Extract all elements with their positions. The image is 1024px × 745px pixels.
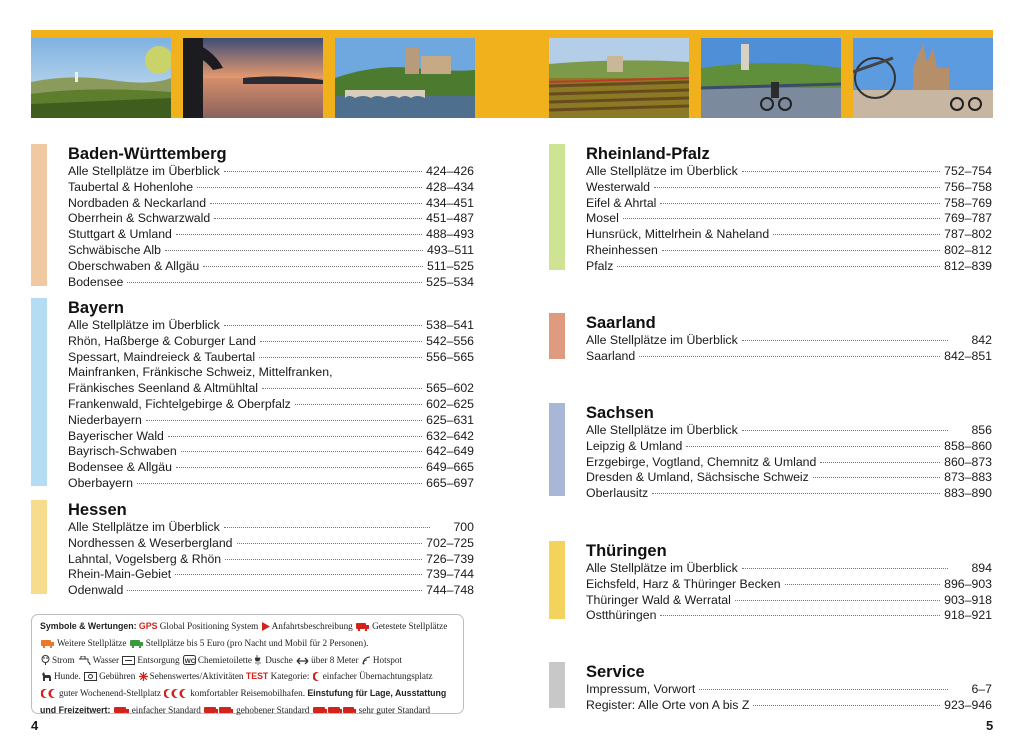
- toc-row-label: Thüringer Wald & Werratal: [586, 592, 731, 607]
- camper-other-icon: [41, 638, 55, 653]
- toc-row-label: Impressum, Vorwort: [586, 682, 696, 696]
- toc-rows: [586, 561, 992, 624]
- toc-row[interactable]: [586, 698, 992, 714]
- region-color-bar: [549, 662, 565, 708]
- dot-leader: [617, 266, 940, 267]
- legend-title: Symbole & Wertungen:: [40, 621, 137, 631]
- fee-icon: [84, 671, 97, 686]
- region-title: Saarland: [586, 314, 656, 332]
- dot-leader: [181, 451, 422, 452]
- toc-row-pages: 858–860: [944, 438, 992, 453]
- toc-row[interactable]: [68, 275, 474, 291]
- toc-row-label: Schwäbische Alb: [68, 242, 161, 257]
- anfahrt-text: Anfahrtsbeschreibung: [271, 621, 353, 631]
- toc-row[interactable]: [586, 486, 992, 502]
- toc-row[interactable]: [586, 211, 992, 227]
- toc-row-label: Alle Stellplätze im Überblick: [586, 561, 738, 575]
- toc-row-pages: 812–839: [944, 258, 992, 273]
- toc-row-label: Eifel & Ahrtal: [586, 195, 657, 210]
- dot-leader: [753, 705, 940, 706]
- region-color-bar: [31, 298, 47, 486]
- dot-leader: [773, 234, 940, 235]
- dot-leader: [224, 527, 430, 528]
- toc-row[interactable]: [68, 164, 474, 180]
- toc-row[interactable]: [586, 608, 992, 624]
- ueber8-text: über 8 Meter: [311, 654, 359, 665]
- dot-leader: [295, 404, 422, 405]
- dot-leader: [820, 462, 940, 463]
- toc-row-label: Odenwald: [68, 583, 124, 598]
- page-number-right: 5: [986, 718, 994, 733]
- toc-row-pages: 649–665: [426, 460, 474, 475]
- dot-leader: [639, 356, 940, 357]
- toc-row-pages: 752–754: [944, 164, 992, 178]
- dot-leader: [699, 689, 948, 690]
- weitere-text: Weitere Stellplätze: [57, 637, 127, 648]
- wifi-icon: [362, 655, 371, 670]
- toc-row-pages: 424–426: [426, 164, 474, 178]
- toc-row-label: Taubertal & Hohenlohe: [68, 179, 194, 194]
- dusche-text: Dusche: [265, 654, 293, 665]
- toc-row-label: Nordhessen & Weserbergland: [68, 535, 233, 550]
- dot-leader: [237, 543, 423, 544]
- wochenend-text: guter Wochenend-Stellplatz: [59, 688, 161, 699]
- toc-row-pages: 918–921: [944, 608, 992, 623]
- toc-row-label: Niederbayern: [68, 412, 142, 427]
- dot-leader: [137, 483, 422, 484]
- toc-row[interactable]: [68, 429, 474, 445]
- toc-row[interactable]: [68, 536, 474, 552]
- crescent-3-icon: [164, 688, 188, 703]
- region-title: Baden-Württemberg: [68, 145, 227, 163]
- crescent-2-icon: [41, 688, 57, 703]
- crescent-icon: [313, 671, 321, 686]
- toc-row[interactable]: [586, 682, 992, 698]
- gebuehren-text: Gebühren: [99, 671, 136, 682]
- region-title: Hessen: [68, 501, 127, 519]
- photo-lake-sunset: [183, 38, 323, 118]
- toc-row-pages: 903–918: [944, 592, 992, 607]
- dot-leader: [259, 357, 422, 358]
- gps-label: GPS: [138, 621, 158, 631]
- dot-leader: [176, 234, 422, 235]
- wasser-text: Wasser: [92, 654, 120, 665]
- toc-row-pages: 556–565: [426, 349, 474, 364]
- dot-leader: [203, 266, 423, 267]
- toc-row-pages: 856: [971, 423, 992, 437]
- dot-leader: [654, 187, 940, 188]
- photo-cyclists-bridge: [701, 38, 841, 118]
- double-arrow-icon: [296, 655, 309, 670]
- toc-row-pages: 842–851: [944, 348, 992, 363]
- toc-row[interactable]: [68, 211, 474, 227]
- chemie-text: Chemietoilette: [197, 654, 252, 665]
- toc-rows: [586, 333, 992, 365]
- toc-row-label: Dresden & Umland, Sächsische Schweiz: [586, 470, 809, 485]
- toc-row[interactable]: [586, 180, 992, 196]
- photo-vineyard-village: [31, 38, 171, 118]
- einfacher-std-text: einfacher Standard: [131, 704, 201, 715]
- toc-row[interactable]: [68, 381, 474, 397]
- toc-row[interactable]: [586, 349, 992, 365]
- photo-castle-bridge: [335, 38, 475, 118]
- toc-row-pages: 700: [453, 520, 474, 534]
- toc-row-label: Saarland: [586, 348, 636, 363]
- dot-leader: [127, 590, 422, 591]
- region-color-bar: [31, 144, 47, 286]
- toc-row-label: Nordbaden & Neckarland: [68, 195, 207, 210]
- strom-text: Strom: [52, 654, 75, 665]
- toc-row-pages: 511–525: [427, 258, 474, 273]
- toc-row-label: Erzgebirge, Vogtland, Chemnitz & Umland: [586, 454, 817, 469]
- toc-row-pages: 538–541: [426, 318, 474, 332]
- standard-2-icon: [204, 705, 234, 720]
- dot-leader: [214, 218, 422, 219]
- freizeit-text: und Freizeitwert:: [40, 704, 111, 715]
- toc-row[interactable]: [586, 227, 992, 243]
- entsorgung-text: Entsorgung: [137, 654, 180, 665]
- toc-row-label: Oberbayern: [68, 475, 133, 490]
- camper-cheap-icon: [130, 638, 144, 653]
- toc-row-pages: 923–946: [944, 697, 992, 712]
- toc-row-pages: 602–625: [426, 396, 474, 411]
- toc-row[interactable]: [68, 365, 474, 381]
- shower-icon: [255, 655, 263, 670]
- dot-leader: [623, 218, 940, 219]
- toc-row[interactable]: [68, 180, 474, 196]
- region-color-bar: [549, 313, 565, 359]
- dot-leader: [785, 584, 941, 585]
- dot-leader: [660, 203, 940, 204]
- toc-row-pages: 883–890: [944, 486, 992, 501]
- toc-rows: [68, 520, 474, 599]
- standard-1-icon: [114, 705, 130, 720]
- toc-row-label: Mosel: [586, 211, 619, 226]
- toc-row[interactable]: [68, 243, 474, 259]
- toc-row[interactable]: [68, 444, 474, 460]
- dot-leader: [262, 388, 422, 389]
- plug-icon: [41, 655, 50, 670]
- toc-row[interactable]: [586, 455, 992, 471]
- toc-row[interactable]: [586, 243, 992, 259]
- region-color-bar: [549, 403, 565, 496]
- page-number-left: 4: [31, 718, 39, 733]
- toc-row-label: Westerwald: [586, 179, 651, 194]
- toc-row-pages: 896–903: [944, 576, 992, 591]
- toc-row-pages: 525–534: [426, 274, 474, 289]
- toc-rows: [586, 164, 992, 275]
- symbol-legend: [31, 614, 464, 714]
- toc-row-label: Hunsrück, Mittelrhein & Naheland: [586, 227, 770, 242]
- toc-row[interactable]: [586, 577, 992, 593]
- einfach-uebernacht-text: einfacher Übernachtungsplatz: [322, 671, 433, 682]
- toc-row-pages: 842: [971, 333, 992, 347]
- dot-leader: [168, 436, 422, 437]
- toc-row[interactable]: [586, 470, 992, 486]
- toc-row[interactable]: [68, 397, 474, 413]
- toc-row-label: Bodensee: [68, 274, 124, 289]
- standard-3-icon: [313, 705, 357, 720]
- dot-leader: [662, 250, 940, 251]
- dot-leader: [260, 341, 422, 342]
- dot-leader: [652, 493, 940, 494]
- toc-row[interactable]: [586, 439, 992, 455]
- toc-row-pages: 894: [971, 561, 992, 575]
- dot-leader: [735, 600, 940, 601]
- toc-row[interactable]: [586, 196, 992, 212]
- camper-tested-icon: [356, 621, 370, 636]
- toc-row-label: Stuttgart & Umland: [68, 227, 172, 242]
- toc-row-pages: 873–883: [944, 470, 992, 485]
- dot-leader: [224, 325, 422, 326]
- toc-row-pages: 542–556: [426, 333, 474, 348]
- photo-strip: [31, 30, 993, 118]
- toc-row[interactable]: [586, 423, 992, 439]
- toc-row-pages: 726–739: [426, 551, 474, 566]
- toc-row[interactable]: [586, 164, 992, 180]
- toc-row-pages: 493–511: [427, 242, 474, 257]
- toc-row-pages: 642–649: [426, 444, 474, 459]
- region-color-bar: [31, 500, 47, 594]
- toc-row-label: Bayerischer Wald: [68, 428, 164, 443]
- dot-leader: [224, 171, 422, 172]
- komfort-text: komfortabler Reisemobilhafen.: [190, 688, 306, 699]
- photo-vineyard-rows: [549, 38, 689, 118]
- fuenf-euro-text: Stellplätze bis 5 Euro (pro Nacht und Mobil für 2 Personen).: [145, 637, 369, 648]
- hotspot-text: Hotspot: [372, 654, 402, 665]
- toc-row-label: Alle Stellplätze im Überblick: [68, 520, 220, 534]
- toc-row-label: Oberlausitz: [586, 486, 649, 501]
- dot-leader: [686, 446, 940, 447]
- toc-row[interactable]: [68, 567, 474, 583]
- toc-row-pages: 632–642: [426, 428, 474, 443]
- einstufung-text: Einstufung für Lage, Ausstattung: [307, 688, 447, 699]
- toc-row-label: Bayrisch-Schwaben: [68, 444, 177, 459]
- toc-row-label: Oberrhein & Schwarzwald: [68, 211, 211, 226]
- sight-star-icon: [139, 671, 148, 686]
- toc-row-label: Register: Alle Orte von A bis Z: [586, 697, 750, 712]
- photo-cathedral-cyclists: [853, 38, 993, 118]
- gps-text: Global Positioning System: [159, 621, 259, 631]
- toc-row-label: Alle Stellplätze im Überblick: [586, 333, 738, 347]
- toc-rows: [586, 682, 992, 714]
- toc-row-pages: 428–434: [426, 179, 474, 194]
- region-title: Bayern: [68, 299, 124, 317]
- wc-icon-text: WC: [184, 657, 196, 665]
- region-color-bar: [549, 144, 565, 270]
- dot-leader: [165, 250, 423, 251]
- dot-leader: [225, 559, 422, 560]
- dot-leader: [813, 477, 940, 478]
- toc-row-pages: 702–725: [426, 535, 474, 550]
- region-color-bar: [549, 541, 565, 619]
- region-title: Rheinland-Pfalz: [586, 145, 710, 163]
- toc-row[interactable]: [68, 318, 474, 334]
- toc-row-pages: 665–697: [426, 475, 474, 490]
- toc-row[interactable]: [68, 583, 474, 599]
- region-title: Service: [586, 663, 645, 681]
- toc-row[interactable]: [68, 413, 474, 429]
- toc-row-label: Rheinhessen: [586, 242, 658, 257]
- dot-leader: [127, 282, 422, 283]
- dot-leader: [742, 171, 940, 172]
- sehr-guter-std-text: sehr guter Standard: [358, 704, 431, 715]
- toc-row-pages: 434–451: [426, 195, 474, 210]
- toc-row-pages: 769–787: [944, 211, 992, 226]
- toc-row-pages: 488–493: [426, 227, 474, 242]
- toc-row[interactable]: [68, 552, 474, 568]
- toc-row[interactable]: [68, 196, 474, 212]
- toc-row-pages: 451–487: [426, 211, 474, 226]
- toc-row-label: Spessart, Maindreieck & Taubertal: [68, 349, 256, 364]
- toc-row-label: Fränkisches Seenland & Altmühltal: [68, 381, 259, 396]
- region-title: Sachsen: [586, 404, 654, 422]
- toc-row[interactable]: [68, 227, 474, 243]
- toc-row[interactable]: [586, 259, 992, 275]
- toc-row-pages: 565–602: [426, 381, 474, 396]
- toc-row[interactable]: [68, 476, 474, 492]
- toc-row-label: Bodensee & Allgäu: [68, 460, 172, 475]
- toc-row-label: Ostthüringen: [586, 608, 657, 623]
- toc-row-label: Alle Stellplätze im Überblick: [68, 164, 220, 178]
- sehenswertes-text: Sehenswertes/Aktivitäten: [149, 671, 244, 682]
- hunde-text: Hunde.: [54, 671, 81, 682]
- dot-leader: [176, 467, 422, 468]
- dot-leader: [175, 574, 422, 575]
- toc-row-label: Pfalz: [586, 258, 614, 273]
- toc-row-label: Leipzig & Umland: [586, 438, 683, 453]
- toc-row[interactable]: [586, 333, 992, 349]
- toc-row-pages: 802–812: [944, 242, 992, 257]
- disposal-icon: [122, 655, 135, 670]
- toc-row[interactable]: [68, 350, 474, 366]
- dot-leader: [660, 615, 940, 616]
- toc-rows: [68, 318, 474, 492]
- toc-row-pages: 787–802: [944, 227, 992, 242]
- toc-row-pages: 860–873: [944, 454, 992, 469]
- toc-row[interactable]: [586, 561, 992, 577]
- kategorie-text: Kategorie:: [270, 671, 310, 682]
- toc-row-label: Alle Stellplätze im Überblick: [68, 318, 220, 332]
- dot-leader: [742, 568, 948, 569]
- toc-row-label: Rhön, Haßberge & Coburger Land: [68, 333, 256, 348]
- toc-row-pages: 744–748: [426, 583, 474, 598]
- toc-row[interactable]: [68, 259, 474, 275]
- gehobener-std-text: gehobener Standard: [236, 704, 310, 715]
- toc-rows: [68, 164, 474, 290]
- dot-leader: [146, 420, 422, 421]
- toc-row-label: Rhein-Main-Gebiet: [68, 567, 172, 582]
- toc-row-label: Alle Stellplätze im Überblick: [586, 164, 738, 178]
- toc-row[interactable]: [586, 593, 992, 609]
- dot-leader: [742, 430, 948, 431]
- toc-row-pages: 758–769: [944, 195, 992, 210]
- test-label: TEST: [245, 671, 269, 682]
- dot-leader: [210, 203, 422, 204]
- toc-row-label: Mainfranken, Fränkische Schweiz, Mittelfranken,: [68, 365, 333, 380]
- wc-icon: [183, 655, 196, 670]
- dot-leader: [742, 340, 948, 341]
- toc-row-label: Lahntal, Vogelsberg & Rhön: [68, 551, 222, 566]
- dog-icon: [41, 671, 52, 686]
- toc-rows: [586, 423, 992, 502]
- water-tap-icon: [78, 655, 91, 670]
- toc-row[interactable]: [68, 334, 474, 350]
- toc-row-pages: 625–631: [426, 412, 474, 427]
- dot-leader: [197, 187, 422, 188]
- toc-row-pages: 756–758: [944, 179, 992, 194]
- toc-row-label: Frankenwald, Fichtelgebirge & Oberpfalz: [68, 396, 291, 411]
- toc-row-label: Oberschwaben & Allgäu: [68, 258, 200, 273]
- toc-row[interactable]: [68, 460, 474, 476]
- toc-row-pages: 739–744: [426, 567, 474, 582]
- triangle-arrow-icon: [262, 621, 270, 636]
- region-title: Thüringen: [586, 542, 667, 560]
- toc-row-pages: 6–7: [971, 682, 992, 696]
- toc-row-label: Eichsfeld, Harz & Thüringer Becken: [586, 576, 781, 591]
- getestet-text: Getestete Stellplätze: [372, 621, 448, 631]
- toc-row-label: Alle Stellplätze im Überblick: [586, 423, 738, 437]
- toc-row[interactable]: [68, 520, 474, 536]
